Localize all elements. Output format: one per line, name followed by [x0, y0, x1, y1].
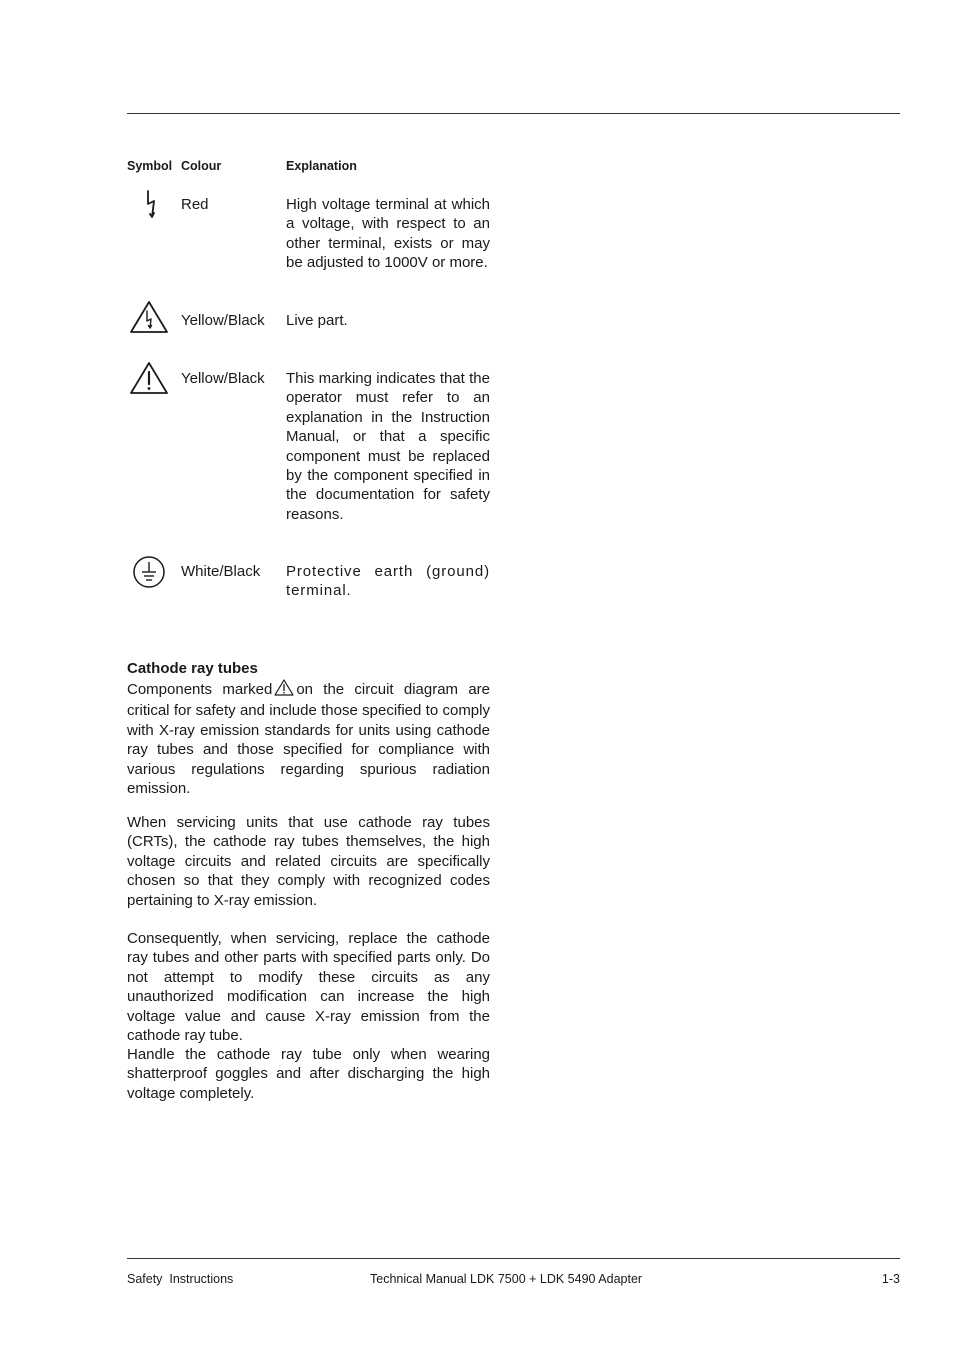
crt-paragraph-2: When servicing units that use cathode ray tubes (CRTs), the cathode ray tubes themselves, the high voltage circuits and related circuits are specifically chosen so that they comply with recognized codes pertaining to X-ray emission. [127, 814, 490, 909]
caution-triangle-icon [274, 679, 294, 701]
crt-paragraph-3: Consequently, when servicing, replace the cathode ray tubes and other parts with specified parts only. Do not attempt to modify these circuits as any unauthorized modification can increase the high voltage value and cause X-ray emission from the cathode ray tube. [127, 930, 490, 1045]
column-header-explanation: Explanation [286, 159, 357, 173]
footer-section-name: Safety Instructions [127, 1272, 234, 1286]
crt-paragraph-4: Handle the cathode ray tube only when wearing shatterproof goggles and after discharging the high voltage completely. [127, 1046, 490, 1102]
crt-paragraph-1 [127, 679, 490, 798]
row-explanation: High voltage terminal at which a voltage, with respect to an other terminal, exists or may be adjusted to 1000V or more. [286, 196, 490, 272]
column-header-symbol: Symbol [127, 159, 173, 173]
section-title: Cathode ray tubes [127, 660, 258, 677]
row-colour: Yellow/Black [181, 312, 265, 329]
row-colour: Yellow/Black [181, 370, 265, 387]
crt-p1-after: on the circuit diagram are critical for safety and include those specified to comply with X-ray emission standards for units using cathode ray tubes and those specified for compliance with various regulations regarding spurious radiation emission. [127, 681, 491, 798]
header-rule [127, 113, 900, 114]
crt-p1-before: Components marked [127, 681, 273, 698]
column-header-colour: Colour [181, 159, 222, 173]
row-colour: Red [181, 196, 209, 213]
row-explanation: Live part. [286, 312, 348, 329]
caution-triangle-icon [129, 361, 169, 400]
row-colour: White/Black [181, 563, 261, 580]
high-voltage-bolt-icon [143, 190, 159, 227]
row-explanation: Protective earth (ground) terminal. [286, 563, 490, 600]
row-explanation: This marking indicates that the operator must refer to an explanation in the Instruction Manual, or that a specific component must be replaced by the component specified in the documentation for safety reasons. [286, 370, 490, 523]
footer-rule [127, 1258, 900, 1259]
footer-manual-title: Technical Manual LDK 7500 + LDK 5490 Adapter [370, 1272, 643, 1286]
protective-earth-icon [132, 555, 166, 594]
live-part-warning-triangle-icon [129, 300, 169, 339]
footer-page-number: 1-3 [881, 1272, 900, 1286]
